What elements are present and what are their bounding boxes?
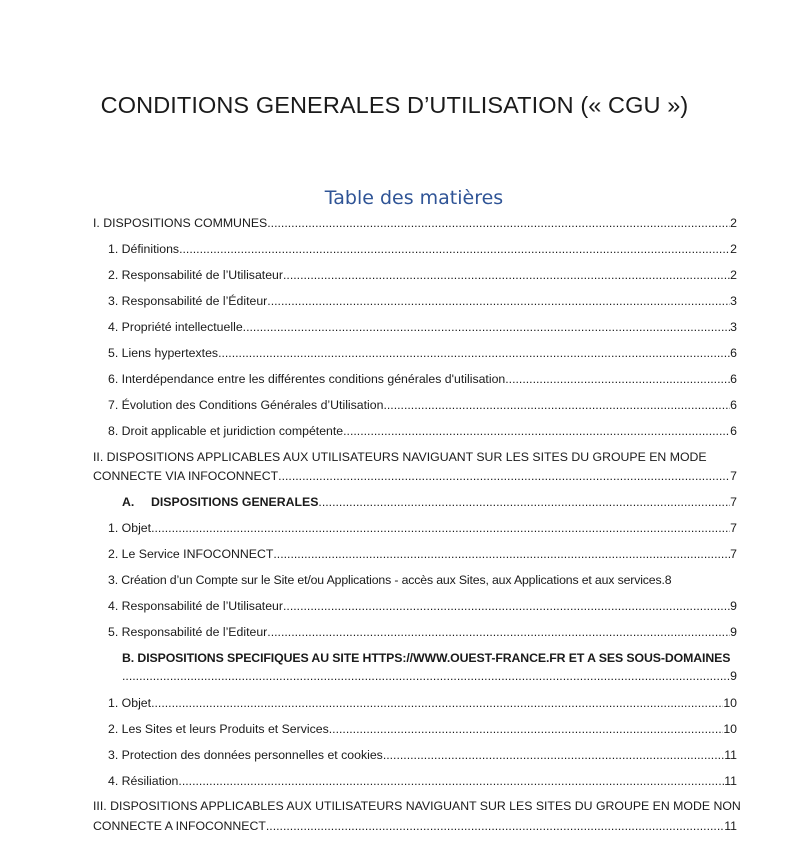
toc-page-number: 6 [730, 346, 737, 360]
toc-leader-dots [283, 599, 730, 614]
toc-entry-sites-produits[interactable] [108, 722, 737, 737]
toc-page-number: 11 [724, 819, 737, 833]
toc-page-number: 6 [730, 372, 737, 386]
toc-entry-section-3[interactable] [93, 819, 737, 834]
toc-entry-label: I. DISPOSITIONS COMMUNES [93, 216, 268, 230]
toc-page-number: 11 [724, 748, 737, 762]
toc-entry-label: 4. Résiliation [108, 774, 179, 788]
toc-leader-dots [273, 547, 730, 562]
toc-entry-definitions[interactable] [108, 242, 737, 257]
toc-leader-dots [505, 372, 730, 387]
toc-entry-objet[interactable] [108, 521, 737, 536]
toc-entry-section-2a[interactable] [122, 495, 737, 510]
toc-entry-label: 7. Évolution des Conditions Générales d’Utilisation [108, 398, 384, 412]
toc-entry-responsabilite-utilisateur-2[interactable] [108, 599, 737, 614]
document-title: CONDITIONS GENERALES D’UTILISATION (« CGU ») [100, 92, 689, 118]
toc-leader-dots [318, 495, 730, 510]
toc-entry-label: 1. Définitions [108, 242, 180, 256]
toc-leader-dots [283, 268, 730, 283]
toc-leader-dots [278, 469, 730, 484]
toc-entry-section-2[interactable] [93, 469, 737, 484]
toc-entry-donnees-personnelles[interactable] [108, 748, 737, 763]
toc-leader-dots [218, 346, 730, 361]
toc-entry-label: 4. Propriété intellectuelle [108, 320, 243, 334]
toc-leader-dots [343, 424, 730, 439]
toc-leader-dots [179, 242, 730, 257]
toc-leader-dots [178, 774, 724, 789]
toc-entry-propriete-intellectuelle[interactable] [108, 320, 737, 335]
toc-entry-responsabilite-utilisateur[interactable] [108, 268, 737, 283]
toc-page-number: 11 [724, 774, 737, 788]
toc-entry-label: 5. Responsabilité de l’Editeur [108, 625, 268, 639]
toc-entry-label: 1. Objet [108, 696, 152, 710]
toc-leader-dots [383, 748, 724, 763]
toc-leader-dots [243, 320, 730, 335]
toc-page-number: 9 [730, 599, 737, 613]
toc-entry-label: 6. Interdépendance entre les différentes conditions générales d'utilisation [108, 372, 506, 386]
toc-entry-label: 8. Droit applicable et juridiction compétente [108, 424, 344, 438]
toc-entry-label: 2. Le Service INFOCONNECT [108, 547, 274, 561]
toc-entry-label: CONNECTE VIA INFOCONNECT [93, 469, 279, 483]
toc-entry-service-infoconnect[interactable] [108, 547, 737, 562]
toc-leader-dots [267, 625, 730, 640]
toc-leader-dots [383, 398, 730, 413]
toc-entry-section-2b[interactable]: B. DISPOSITIONS SPECIFIQUES AU SITE HTTPS://WWW.OUEST-FRANCE.FR ET A SES SOUS-DOMAINES [122, 651, 731, 665]
toc-entry-section-2-line1[interactable]: II. DISPOSITIONS APPLICABLES AUX UTILISATEURS NAVIGUANT SUR LES SITES DU GROUPE EN MODE [93, 450, 707, 464]
toc-page-number: 7 [730, 495, 737, 509]
toc-entry-objet-2[interactable] [108, 696, 737, 711]
toc-leader-dots [267, 216, 730, 231]
toc-entry-section-1[interactable] [93, 216, 737, 231]
toc-leader-dots [329, 722, 724, 737]
toc-entry-responsabilite-editeur[interactable] [108, 294, 737, 309]
toc-entry-label: CONNECTE A INFOCONNECT [93, 819, 266, 833]
toc-entry-creation-compte[interactable] [108, 573, 737, 588]
toc-leader-dots [151, 696, 723, 711]
toc-entry-label: 5. Liens hypertextes [108, 346, 219, 360]
toc-leader-dots [267, 294, 730, 309]
toc-leader-dots [151, 521, 730, 536]
toc-entry-label: 4. Responsabilité de l’Utilisateur [108, 599, 283, 613]
toc-entry-label: DISPOSITIONS GENERALES [151, 495, 319, 509]
toc-page-number: 10 [723, 696, 737, 710]
toc-entry-label: 3. Responsabilité de l’Éditeur [108, 294, 268, 308]
toc-entry-section-2b-leader[interactable] [122, 669, 737, 684]
toc-page-number: 10 [723, 722, 737, 736]
toc-entry-responsabilite-editeur-2[interactable] [108, 625, 737, 640]
toc-page-number: 3 [730, 320, 737, 334]
toc-entry-droit-applicable[interactable] [108, 424, 737, 439]
toc-page-number: 3 [730, 294, 737, 308]
toc-page-number: 9 [730, 669, 737, 683]
toc-entry-liens-hypertextes[interactable] [108, 346, 737, 361]
toc-page-number: 7 [730, 521, 737, 535]
toc-page-number: 2 [730, 216, 737, 230]
toc-page-number: 2 [730, 242, 737, 256]
toc-entry-interdependance[interactable] [108, 372, 737, 387]
toc-entry-label: 3. Protection des données personnelles et cookies [108, 748, 383, 762]
toc-entry-label: 3. Création d’un Compte sur le Site et/ou Applications - accès aux Sites, aux Applications et aux services. [108, 573, 665, 587]
toc-page-number: 2 [730, 268, 737, 282]
toc-page-number: 9 [730, 625, 737, 639]
toc-page-number: 7 [730, 469, 737, 483]
toc-page-number: 6 [730, 424, 737, 438]
toc-page-number: 8 [664, 573, 672, 587]
toc-entry-evolution-cgu[interactable] [108, 398, 737, 413]
toc-entry-label: 2. Les Sites et leurs Produits et Services [108, 722, 329, 736]
toc-entry-letter: A. [122, 495, 135, 509]
toc-entry-label: 1. Objet [108, 521, 152, 535]
toc-entry-resiliation[interactable] [108, 774, 737, 789]
toc-entry-label: 2. Responsabilité de l’Utilisateur [108, 268, 283, 282]
toc-heading: Table des matières [324, 187, 504, 209]
toc-leader-dots [266, 819, 724, 834]
toc-leader-dots [122, 669, 730, 684]
toc-entry-section-3-line1[interactable]: III. DISPOSITIONS APPLICABLES AUX UTILISATEURS NAVIGUANT SUR LES SITES DU GROUPE EN MODE NON [93, 799, 741, 813]
toc-page-number: 6 [730, 398, 737, 412]
toc-page-number: 7 [730, 547, 737, 561]
